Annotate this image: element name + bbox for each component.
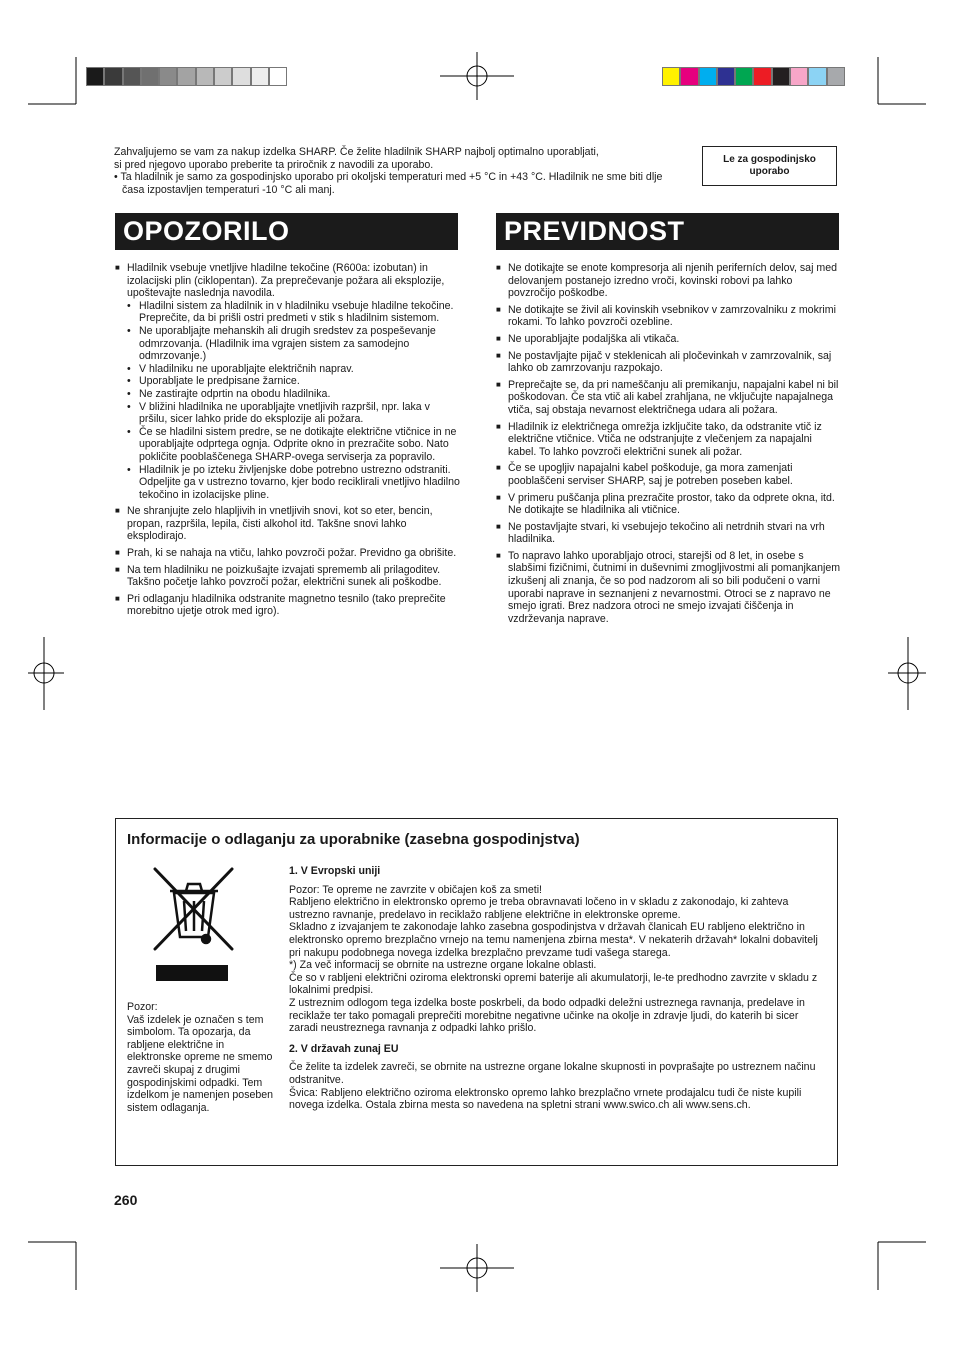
- list-item: ■ To napravo lahko uporabljajo otroci, starejši od 8 let, in osebe s slabšimi fizičnimi, čutnimi in duševnimi zmogljivostmi ali pomanjkanjem izkušenj ali znanja, če so pod nadzorom ali so bili podučeni o varni uporabi naprave in seznanjeni z nevarnostmi. Otroci se z napravo ne smejo igrati. Brez nadzora otroci ne smejo izvajati čiščenja in vzdrževanja naprave.: [496, 550, 841, 626]
- list-item: • V hladilniku ne uporabljajte električnih naprav.: [115, 363, 460, 376]
- non-eu-heading: 2. V državah zunaj EU: [289, 1042, 399, 1055]
- list-item: • Uporabljate le predpisane žarnice.: [115, 375, 460, 388]
- list-item: ■ Ne shranjujte zelo hlapljivih in vnetljivih snovi, kot so eter, bencin, propan, razpršila, lepila, čisti alkohol itd. Takšne snovi lahko eksplodirajo.: [115, 505, 460, 543]
- list-item: ■ V primeru puščanja plina prezračite prostor, tako da odprete okna, itd. Ne dotikajte se hladilnika ali vtičnice.: [496, 492, 841, 517]
- intro-bullet: • Ta hladilnik je samo za gospodinjsko uporabo pri okoljski temperaturi med +5 °C in +43 °C. Hladilnik ne sme biti dlje časa izpostavljen temperaturi -10 °C ali manj.: [114, 171, 663, 196]
- intro-text: [114, 146, 684, 196]
- eu-paragraph: *) Za več informacij se obrnite na ustrezne organe lokalne oblasti.: [289, 959, 597, 972]
- disposal-title: Informacije o odlaganju za uporabnike (zasebna gospodinjstva): [127, 831, 580, 848]
- warning-item-main: Hladilnik vsebuje vnetljive hladilne tekočine (R600a: izobutan) in izolacijski plin (ciklopentan). Za preprečevanje požara ali eksplozije, upoštevajte naslednja navodila.: [127, 262, 445, 300]
- non-eu-paragraph: Če želite ta izdelek zavreči, se obrnite na ustrezne organe lokalne skupnosti in povprašajte po ustreznem načinu odstranitve.: [289, 1061, 816, 1086]
- list-item: ■ Ne uporabljajte podaljška ali vtikača.: [496, 333, 841, 346]
- warning-banner: OPOZORILO: [115, 213, 458, 250]
- eu-paragraph: Če so v rabljeni električni oziroma elektronski opremi baterije ali akumulatorji, le-te predhodno zavrzite v skladu z lokalnimi predpisi.: [289, 971, 818, 997]
- list-item: ■ Hladilnik iz električnega omrežja izključite tako, da odstranite vtič iz električne vtičnice. Vtiča ne odstranjujte z vlečenjem za napajalni kabel. To lahko povzroči električni sunek ali požar.: [496, 421, 841, 459]
- list-item: • Ne uporabljajte mehanskih ali drugih sredstev za pospeševanje odmrzovanja. (Hladilnik ima vgrajen sistem za samodejno odmrzovanje.): [115, 325, 460, 363]
- list-item: ■ Če se upogljiv napajalni kabel poškoduje, ga mora zamenjati pooblaščeni serviser SHARP, saj je potreben poseben kabel.: [496, 462, 841, 487]
- disposal-main-text: [289, 863, 829, 1112]
- intro-line-2: si pred njegovo uporabo preberite ta priročnik z navodili za uporabo.: [114, 158, 434, 171]
- list-item: • V bližini hladilnika ne uporabljajte vnetljivih razpršil, npr. laka v pršilu, sicer lahko pride do eksplozije ali požara.: [115, 401, 460, 426]
- page-number: 260: [114, 1192, 138, 1208]
- caution-list: [496, 262, 841, 629]
- disposal-side-label: Pozor:: [127, 1001, 158, 1013]
- list-item: ■ Prah, ki se nahaja na vtiču, lahko povzroči požar. Previdno ga obrišite.: [115, 547, 460, 560]
- list-item: ■ Preprečajte se, da pri nameščanju ali premikanju, napajalni kabel ni bil poškodovan. Če sta vtič ali kabel zrahljana, ne vključujte napajalnega vtiča, saj obstaja nevarnost električnega udara ali požara.: [496, 379, 841, 417]
- list-item: • Če se hladilni sistem predre, se ne dotikajte električne vtičnice in ne uporabljajte odprtega ognja. Odprite okno in prezračite sobo. Nato pokličite pooblaščenega SHARP-ovega serviserja za popravilo.: [115, 426, 460, 464]
- list-item: ■ Ne dotikajte se živil ali kovinskih vsebnikov v zamrzovalniku z mokrimi rokami. To lahko povzroči ozebline.: [496, 304, 841, 329]
- crossed-bin-icon: [150, 865, 238, 983]
- eu-paragraph: Pozor: Te opreme ne zavrzite v običajen koš za smeti!: [289, 883, 542, 896]
- disposal-symbol-note: [127, 1001, 277, 1114]
- disposal-info-box: [115, 818, 838, 1166]
- non-eu-paragraph: Švica: Rabljeno električno oziroma elektronsko opremo lahko brezplačno vrnete prodajalcu tudi če niste kupili novega izdelka. Ostala zbirna mesta so navedena na spletni strani www.swico.ch ali www.sens.ch.: [289, 1086, 802, 1112]
- list-item: ■ Ne postavljajte pijač v steklenicah ali pločevinkah v zamrzovalnik, saj lahko ob zamrzovanju razpokajo.: [496, 350, 841, 375]
- intro-line-1: Zahvaljujemo se vam za nakup izdelka SHARP. Če želite hladilnik SHARP najbolj optimalno uporabljati,: [114, 146, 599, 158]
- list-item: • Ne zastirajte odprtin na obodu hladilnika.: [115, 388, 460, 401]
- eu-paragraph: Rabljeno električno in elektronsko opremo je treba obravnavati ločeno in v skladu z zakonodajo, ki zahteva ustrezno ravnanje, predelavo in reciklažo rabljene električne in elektronske opreme.: [289, 896, 789, 921]
- eu-paragraph: Z ustreznim odlogom tega izdelka boste poskrbeli, da bodo odpadki deležni ustreznega ravnanja, predelave in reciklaže ter tako pomagali preprečiti morebitne negativne učinke na okolje in zdravje ljudi, do katerih bi sicer zaradi neustreznega ravnanja z odpadki lahko prišlo.: [289, 996, 805, 1035]
- list-item: • Hladilni sistem za hladilnik in v hladilniku vsebuje hladilne tekočine. Preprečite, da bi prišli ostri predmeti v stik s hladilnim sistemom.: [115, 300, 460, 325]
- eu-heading: 1. V Evropski uniji: [289, 865, 381, 877]
- list-item: ■ Ne postavljajte stvari, ki vsebujejo tekočino ali netrdnih stvari na vrh hladilnika.: [496, 521, 841, 546]
- list-item: ■ Pri odlaganju hladilnika odstranite magnetno tesnilo (tako preprečite morebitno ujetje otrok med igro).: [115, 593, 460, 618]
- list-item: • Hladilnik je po izteku življenjske dobe potrebno ustrezno odstraniti. Odpeljite ga v ustrezno tovarno, kjer bodo reciklirali vnetljivo hladilno tekočino in izolacijske pline.: [115, 464, 460, 502]
- eu-paragraph: Skladno z izvajanjem te zakonodaje lahko zasebna gospodinjstva v državah članicah EU rabljeno električno in elektronsko opremo brezplačno vrnejo na temu namenjena zbirna mesta*. V nekaterih državah* lokalni dobavitelj pri nakupu podobnega novega izdelka brezplačno prevzame tudi vašega starega.: [289, 921, 818, 959]
- list-item: [115, 262, 460, 501]
- list-item: ■ Na tem hladilniku ne poizkušajte izvajati sprememb ali prilagoditev. Takšno početje lahko povzroči požar, električni sunek ali poškodbe.: [115, 564, 460, 589]
- caution-banner: PREVIDNOST: [496, 213, 839, 250]
- warning-list: [115, 262, 460, 622]
- disposal-side-text: Vaš izdelek je označen s tem simbolom. Ta opozarja, da rabljene električne in elektronske opreme ne smemo zavreči skupaj z drugimi gospodinjskimi odpadki. Tem izdelkom je namenjen poseben sistem odlaganja.: [127, 1013, 274, 1114]
- list-item: ■ Ne dotikajte se enote kompresorja ali njenih periferních delov, saj med delovanjem postanejo izredno vroči, kovinski robovi pa lahko povzročijo poškodbe.: [496, 262, 841, 300]
- home-use-badge: Le za gospodinjsko uporabo: [702, 146, 837, 186]
